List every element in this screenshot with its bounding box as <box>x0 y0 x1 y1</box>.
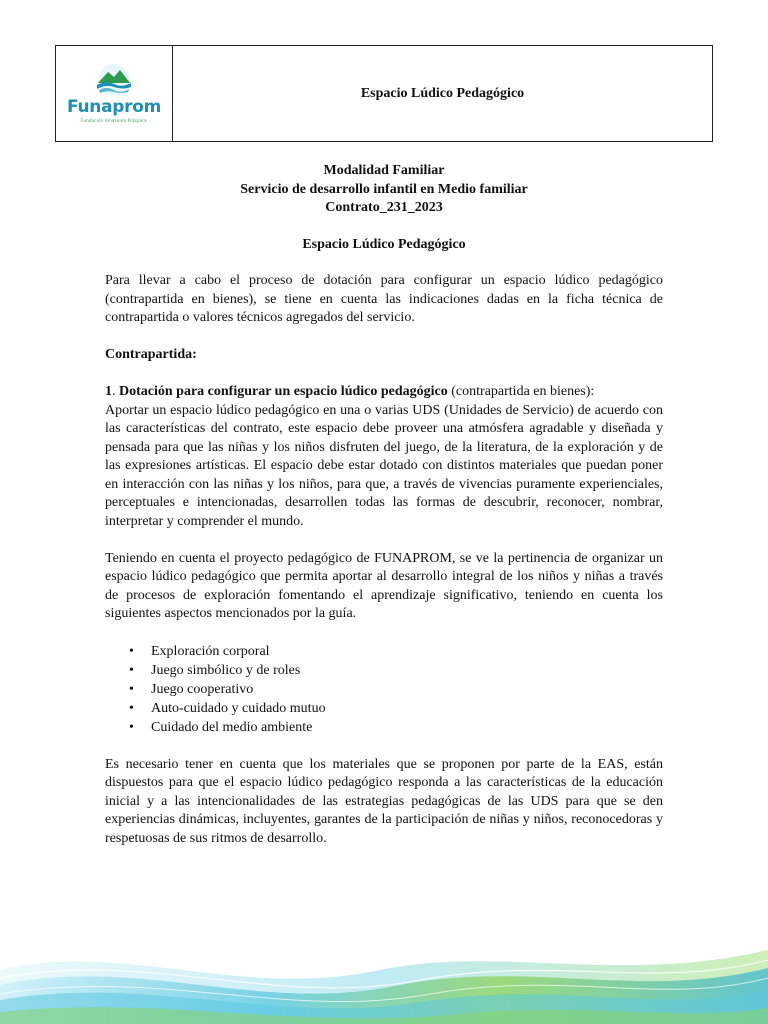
logo-tagline: Fundación Amazonía Próspera <box>81 118 147 123</box>
list-item: • Auto-cuidado y cuidado mutuo <box>151 699 663 718</box>
header-title: Espacio Lúdico Pedagógico <box>360 85 525 101</box>
project-paragraph: Teniendo en cuenta el proyecto pedagógico de FUNAPROM, se ve la pertinencia de organizar un espacio lúdico pedagógico que permita aportar al desarrollo integral de los niños y niñas a través de procesos de exploración fomentando el aprendizaje significativo, teniendo en cuenta los siguientes aspectos mencionados por la guía. <box>105 550 663 621</box>
logo-name: Funaprom <box>67 97 161 117</box>
footer-wave-decoration <box>0 930 768 1024</box>
aspects-list <box>105 642 663 737</box>
logo <box>56 46 173 141</box>
list-item: • Cuidado del medio ambiente <box>151 718 663 737</box>
item-number: 1 <box>105 384 112 399</box>
contract-line: Contrato_231_2023 <box>325 200 443 215</box>
materials-paragraph: Es necesario tener en cuenta que los materiales que se proponen por parte de la EAS, están dispuestos para que el espacio lúdico pedagógico responda a las características de la educación inicial y a las intencionalidades de las estrategias pedagógicas de las UDS para que se den experiencias dinámicas, incluyentes, garantes de la participación de niñas y niños, reconocedoras y respetuosas de sus ritmos de desarrollo. <box>105 756 663 846</box>
document-header <box>55 45 713 142</box>
contrapartida-heading: Contrapartida: <box>105 347 197 362</box>
list-item: • Juego cooperativo <box>151 680 663 699</box>
list-item: • Exploración corporal <box>151 642 663 661</box>
intro-paragraph: Para llevar a cabo el proceso de dotación para configurar un espacio lúdico pedagógico (contrapartida en bienes), se tiene en cuenta las indicaciones dadas en la ficha técnica de contrapartida o valores técnicos agregados del servicio. <box>105 273 663 325</box>
modality-line: Modalidad Familiar <box>323 163 445 178</box>
item-body: Aportar un espacio lúdico pedagógico en una o varias UDS (Unidades de Servicio) de acuerdo con las características del contrato, este espacio debe proveer una atmósfera agradable y diseñada y pensada para que las niñas y los niños disfruten del juego, de la literatura, de la exploración y de las expresiones artísticas. El espacio debe estar dotado con distintos materiales que puedan poner en interacción con las niñas y los niños, para que, a través de vivencias puramente experienciales, perceptuales e intencionadas, desarrollen todas las formas de descubrir, reconocer, nombrar, interpretar y comprender el mundo. <box>105 402 663 529</box>
item-heading: 1. Dotación para configurar un espacio lúdico pedagógico (contrapartida en bienes): <box>105 384 595 399</box>
section-subtitle: Espacio Lúdico Pedagógico <box>302 236 466 252</box>
service-line: Servicio de desarrollo infantil en Medio familiar <box>240 181 528 197</box>
list-item: • Juego simbólico y de roles <box>151 661 663 680</box>
logo-mountain-icon <box>94 63 134 97</box>
item-title: Dotación para configurar un espacio lúdico pedagógico <box>119 384 448 399</box>
document-body <box>105 162 663 848</box>
item-suffix: (contrapartida en bienes): <box>447 384 595 399</box>
